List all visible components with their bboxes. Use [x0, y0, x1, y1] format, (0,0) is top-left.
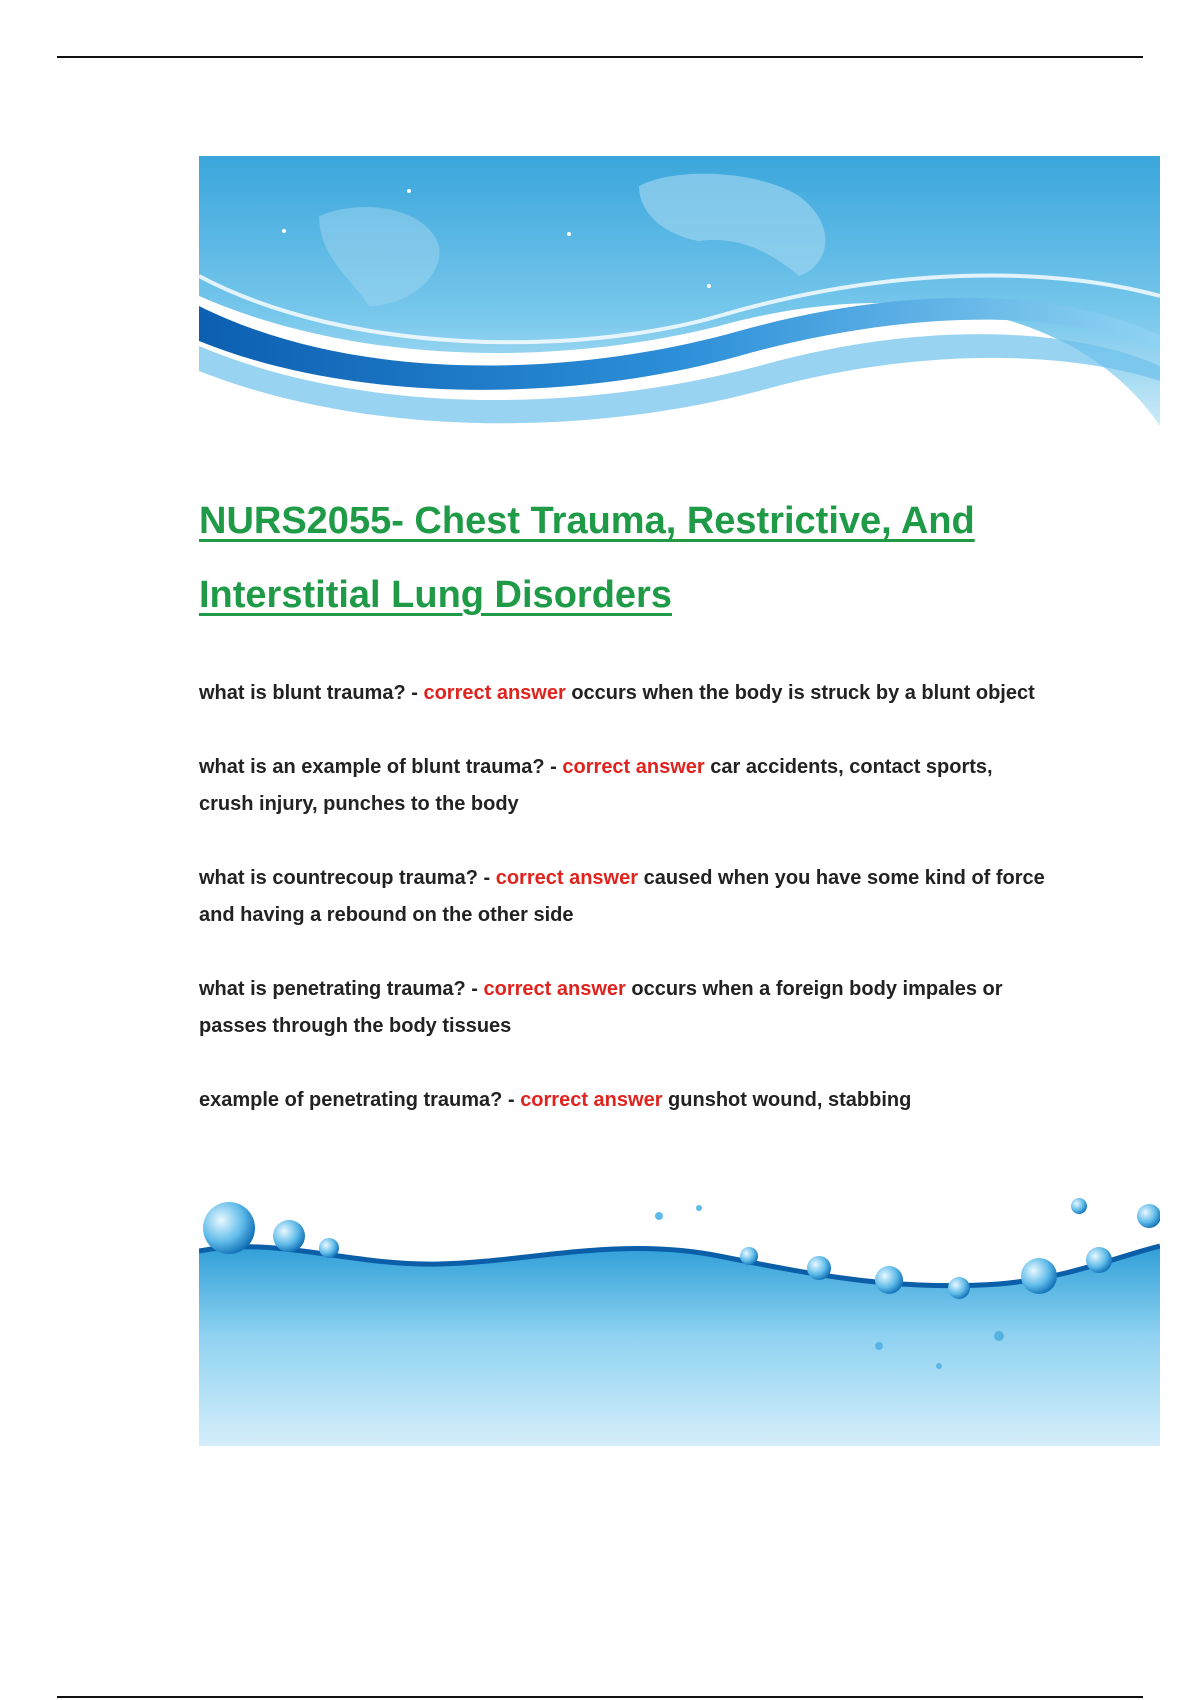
separator: -	[502, 1089, 521, 1111]
qa-list	[199, 675, 1049, 1156]
document-title: NURS2055- Chest Trauma, Restrictive, And Interstitial Lung Disorders	[199, 500, 975, 616]
correct-answer-label: correct answer	[520, 1089, 663, 1111]
answer-text: caused when you have some kind of force and having a rebound on the other side	[199, 867, 1045, 926]
bottom-water-banner	[199, 1196, 1160, 1446]
separator: -	[465, 978, 484, 1000]
top-rule	[57, 56, 1143, 58]
qa-item	[199, 675, 1049, 712]
answer-text: occurs when the body is struck by a blunt object	[571, 682, 1035, 704]
qa-item	[199, 1082, 1049, 1119]
separator: -	[477, 867, 496, 889]
answer-text: car accidents, contact sports, crush injury, punches to the body	[199, 756, 993, 815]
correct-answer-label: correct answer	[495, 867, 639, 889]
bottom-rule	[57, 1696, 1143, 1698]
question-text: what is blunt trauma?	[199, 682, 406, 704]
top-wave-banner	[199, 156, 1160, 426]
question-text: what is countrecoup trauma?	[199, 867, 478, 889]
question-text: example of penetrating trauma?	[199, 1089, 503, 1111]
correct-answer-label: correct answer	[483, 978, 626, 1000]
correct-answer-label: correct answer	[562, 756, 705, 778]
separator: -	[544, 756, 563, 778]
answer-text: gunshot wound, stabbing	[668, 1089, 912, 1111]
correct-answer-label: correct answer	[423, 682, 566, 704]
qa-item	[199, 971, 1049, 1045]
qa-item	[199, 860, 1049, 934]
answer-text: occurs when a foreign body impales or passes through the body tissues	[199, 978, 1003, 1037]
question-text: what is penetrating trauma?	[199, 978, 466, 1000]
question-text: what is an example of blunt trauma?	[199, 756, 545, 778]
separator: -	[405, 682, 424, 704]
qa-item	[199, 749, 1049, 823]
